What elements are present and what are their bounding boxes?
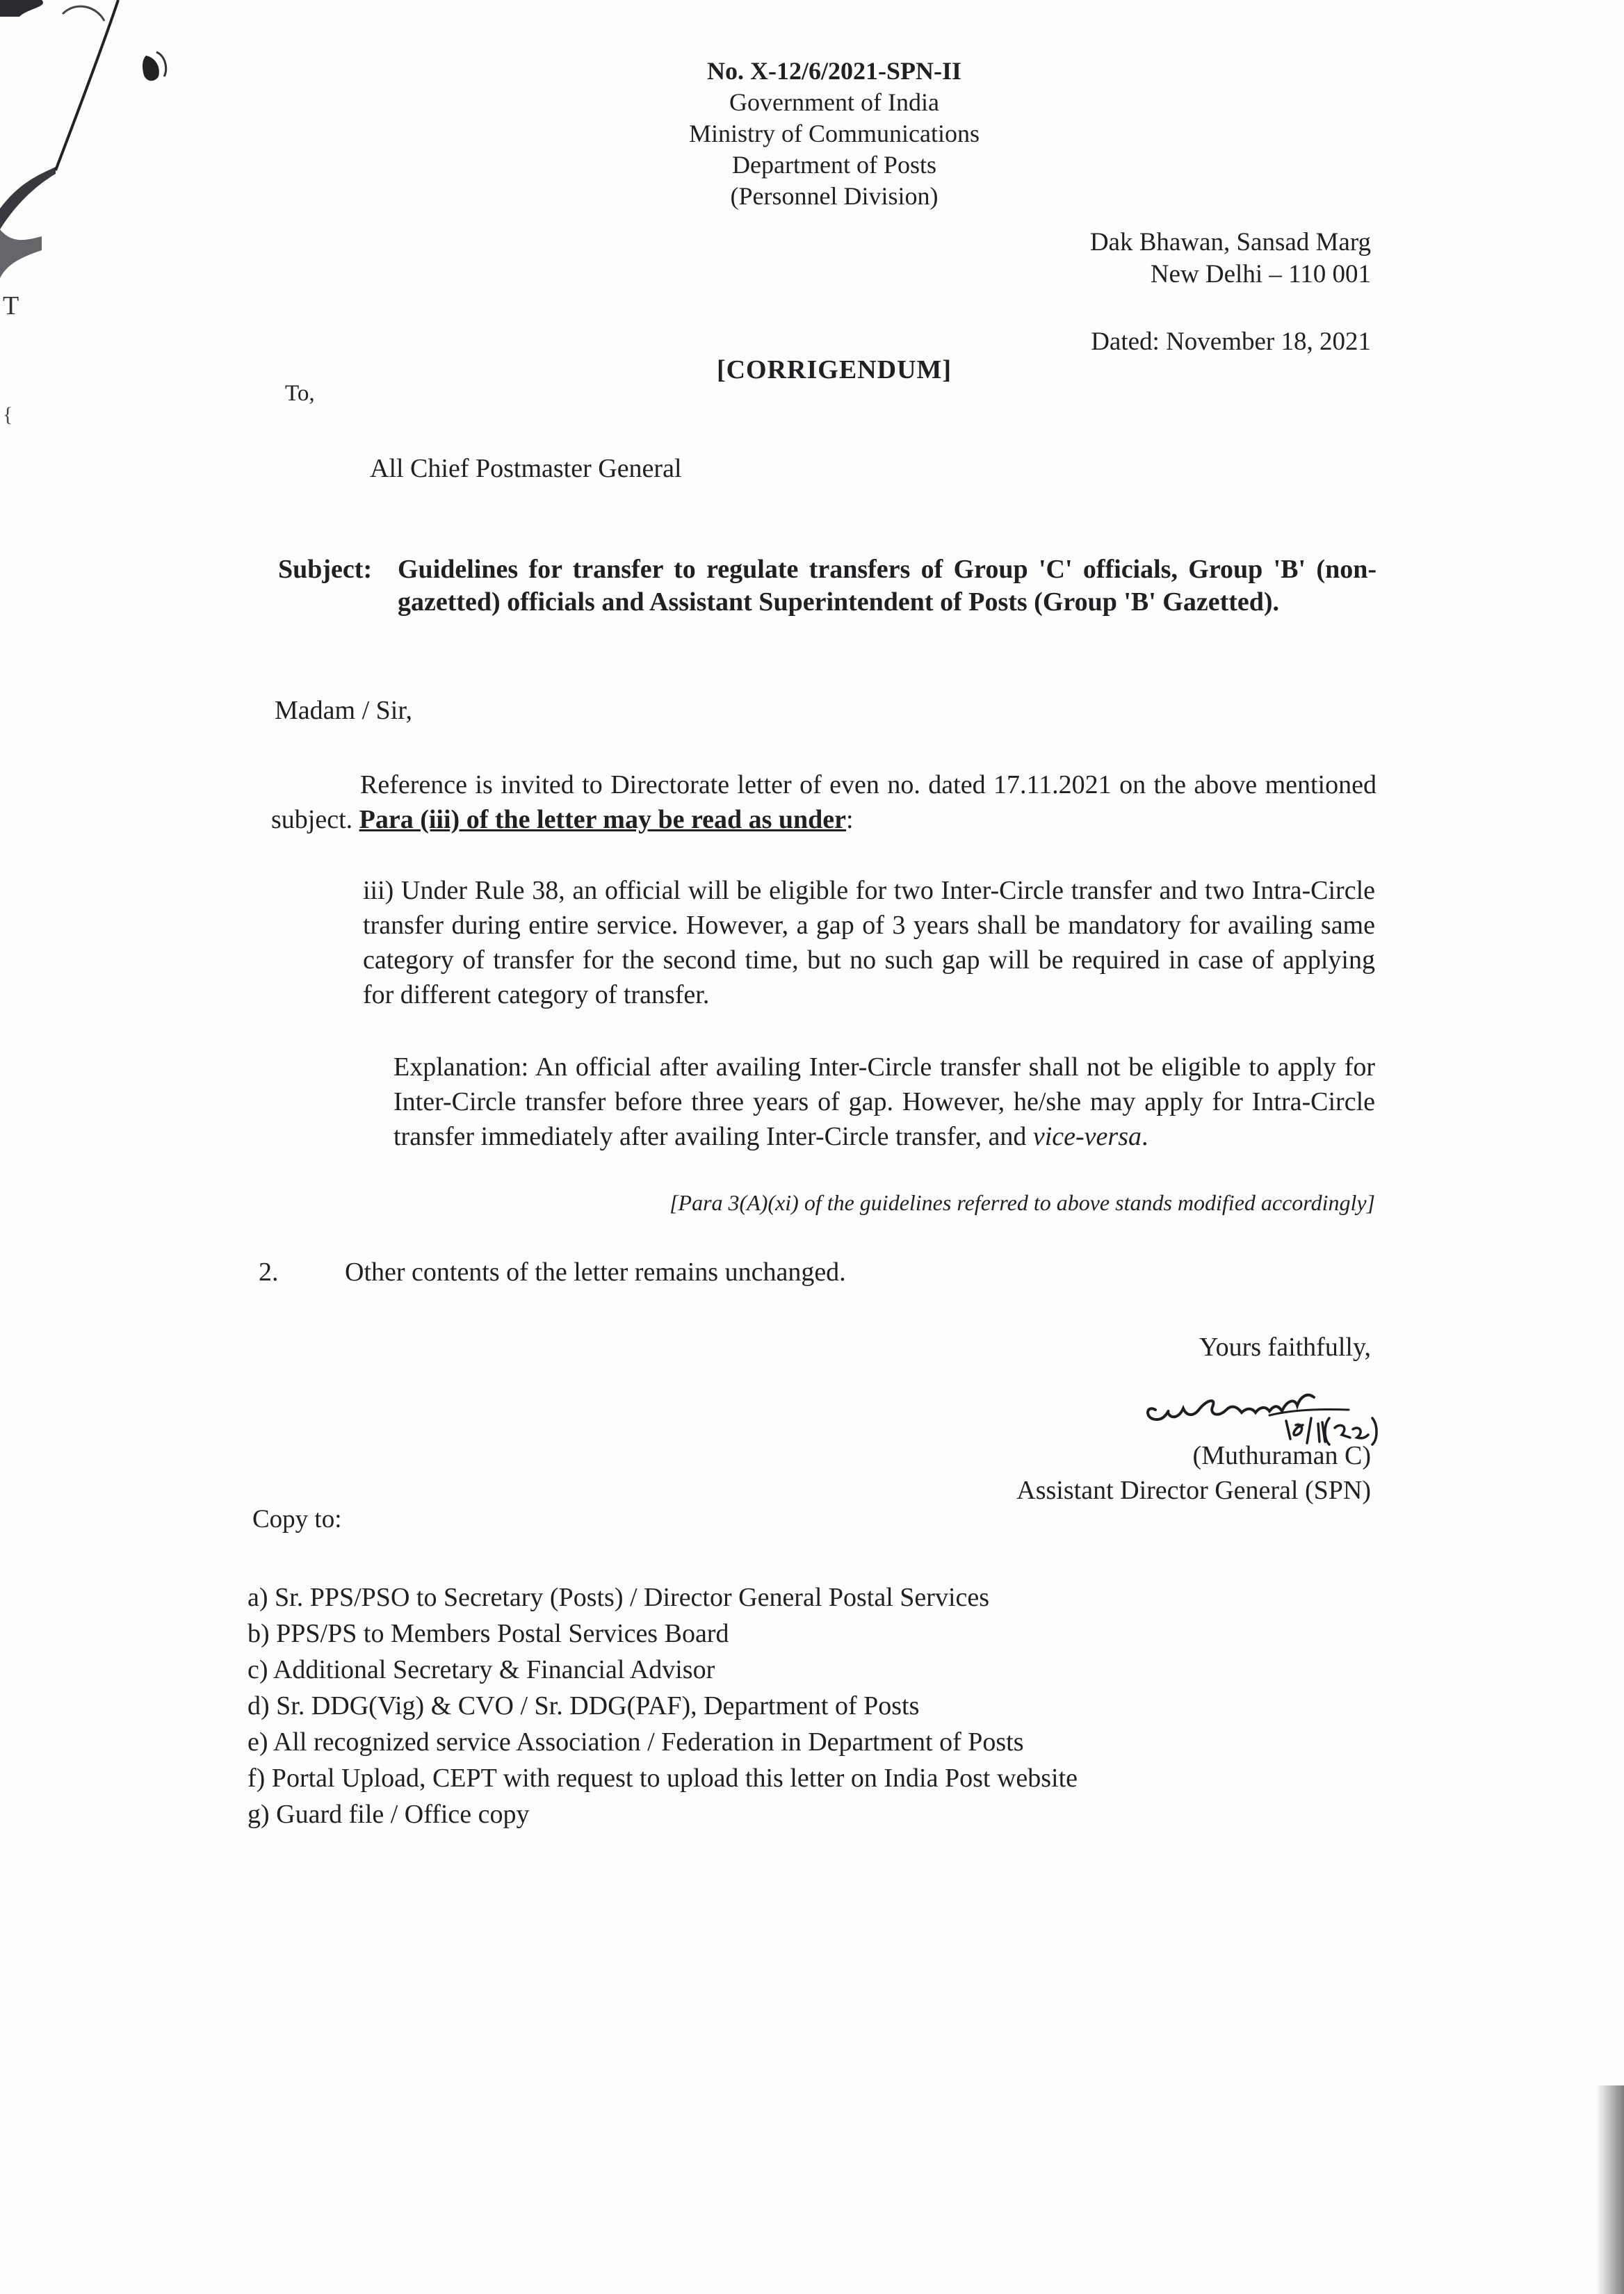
edge-mark-brace: { [3,403,13,426]
file-number: No. X-12/6/2021-SPN-II [707,57,961,85]
header-line-division: (Personnel Division) [730,182,939,210]
scan-edge-artifact [0,0,222,459]
sender-address [959,227,1371,291]
copy-to-item: b) PPS/PS to Members Postal Services Board [247,1619,729,1648]
edge-mark-t: T [3,291,19,320]
recipient: All Chief Postmaster General [370,454,682,483]
copy-to-item: d) Sr. DDG(Vig) & CVO / Sr. DDG(PAF), Department of Posts [247,1691,920,1720]
explanation-paragraph [393,1050,1375,1154]
subject-text: Guidelines for transfer to regulate transfers of Group 'C' officials, Group 'B' (non-gazetted) officials and Assistant Superintendent of Posts (Group 'B' Gazetted). [398,555,1377,617]
explanation-end: . [1141,1122,1148,1151]
para-iii-text: iii) Under Rule 38, an official will be eligible for two Inter-Circle transfer and two Intra-Circle transfer during entire service. However, a gap of 3 years shall be mandatory for availing same category of transfer for the second time, but no such gap will be required in case of applying for different category of transfer. [363,876,1375,1009]
salutation: Madam / Sir, [275,696,412,725]
reference-text: Reference is invited to Directorate letter of even no. dated 17.11.2021 on the above mentioned subject. [271,770,1377,834]
explanation-text: Explanation: An official after availing Inter-Circle transfer shall not be eligible to apply for Inter-Circle transfer before three years of gap. However, he/she may apply for Intra-Circle transfer immediately after availing Inter-Circle transfer, and [393,1052,1375,1151]
copy-to-list [247,1579,1290,1832]
reference-tail: : [846,805,854,834]
address-line-1: Dak Bhawan, Sansad Marg [1089,228,1371,257]
letter-date: Dated: November 18, 2021 [1091,327,1371,356]
copy-to-label: Copy to: [252,1505,342,1534]
closing: Yours faithfully, [1199,1333,1371,1362]
copy-to-item: f) Portal Upload, CEPT with request to upload this letter on India Post website [247,1764,1078,1793]
letterhead [626,56,1043,212]
header-line-department: Department of Posts [732,151,936,179]
signer-title: Assistant Director General (SPN) [1016,1476,1371,1505]
copy-to-item: e) All recognized service Association / Federation in Department of Posts [247,1727,1024,1757]
subject-label: Subject: [278,555,373,584]
reference-paragraph [271,767,1377,837]
copy-to-item: g) Guard file / Office copy [247,1800,530,1829]
copy-to-item: c) Additional Secretary & Financial Advisor [247,1655,715,1684]
copy-to-item: a) Sr. PPS/PSO to Secretary (Posts) / Director General Postal Services [247,1583,990,1612]
address-line-2: New Delhi – 110 001 [1150,260,1371,288]
document-title: [CORRIGENDUM] [716,355,952,384]
modification-note: [Para 3(A)(xi) of the guidelines referred to above stands modified accordingly] [669,1190,1375,1215]
header-line-government: Government of India [729,88,939,116]
signer-name: (Muthuraman C) [1192,1441,1371,1470]
para-2-text: Other contents of the letter remains unchanged. [345,1258,846,1287]
scan-edge-shadow [1596,2085,1624,2294]
reference-underlined-text: Para (iii) of the letter may be read as under [359,805,847,834]
to-label: To, [285,381,315,406]
header-line-ministry: Ministry of Communications [689,120,980,147]
explanation-italic: vice-versa [1032,1122,1142,1151]
para-2-number: 2. [259,1258,279,1287]
